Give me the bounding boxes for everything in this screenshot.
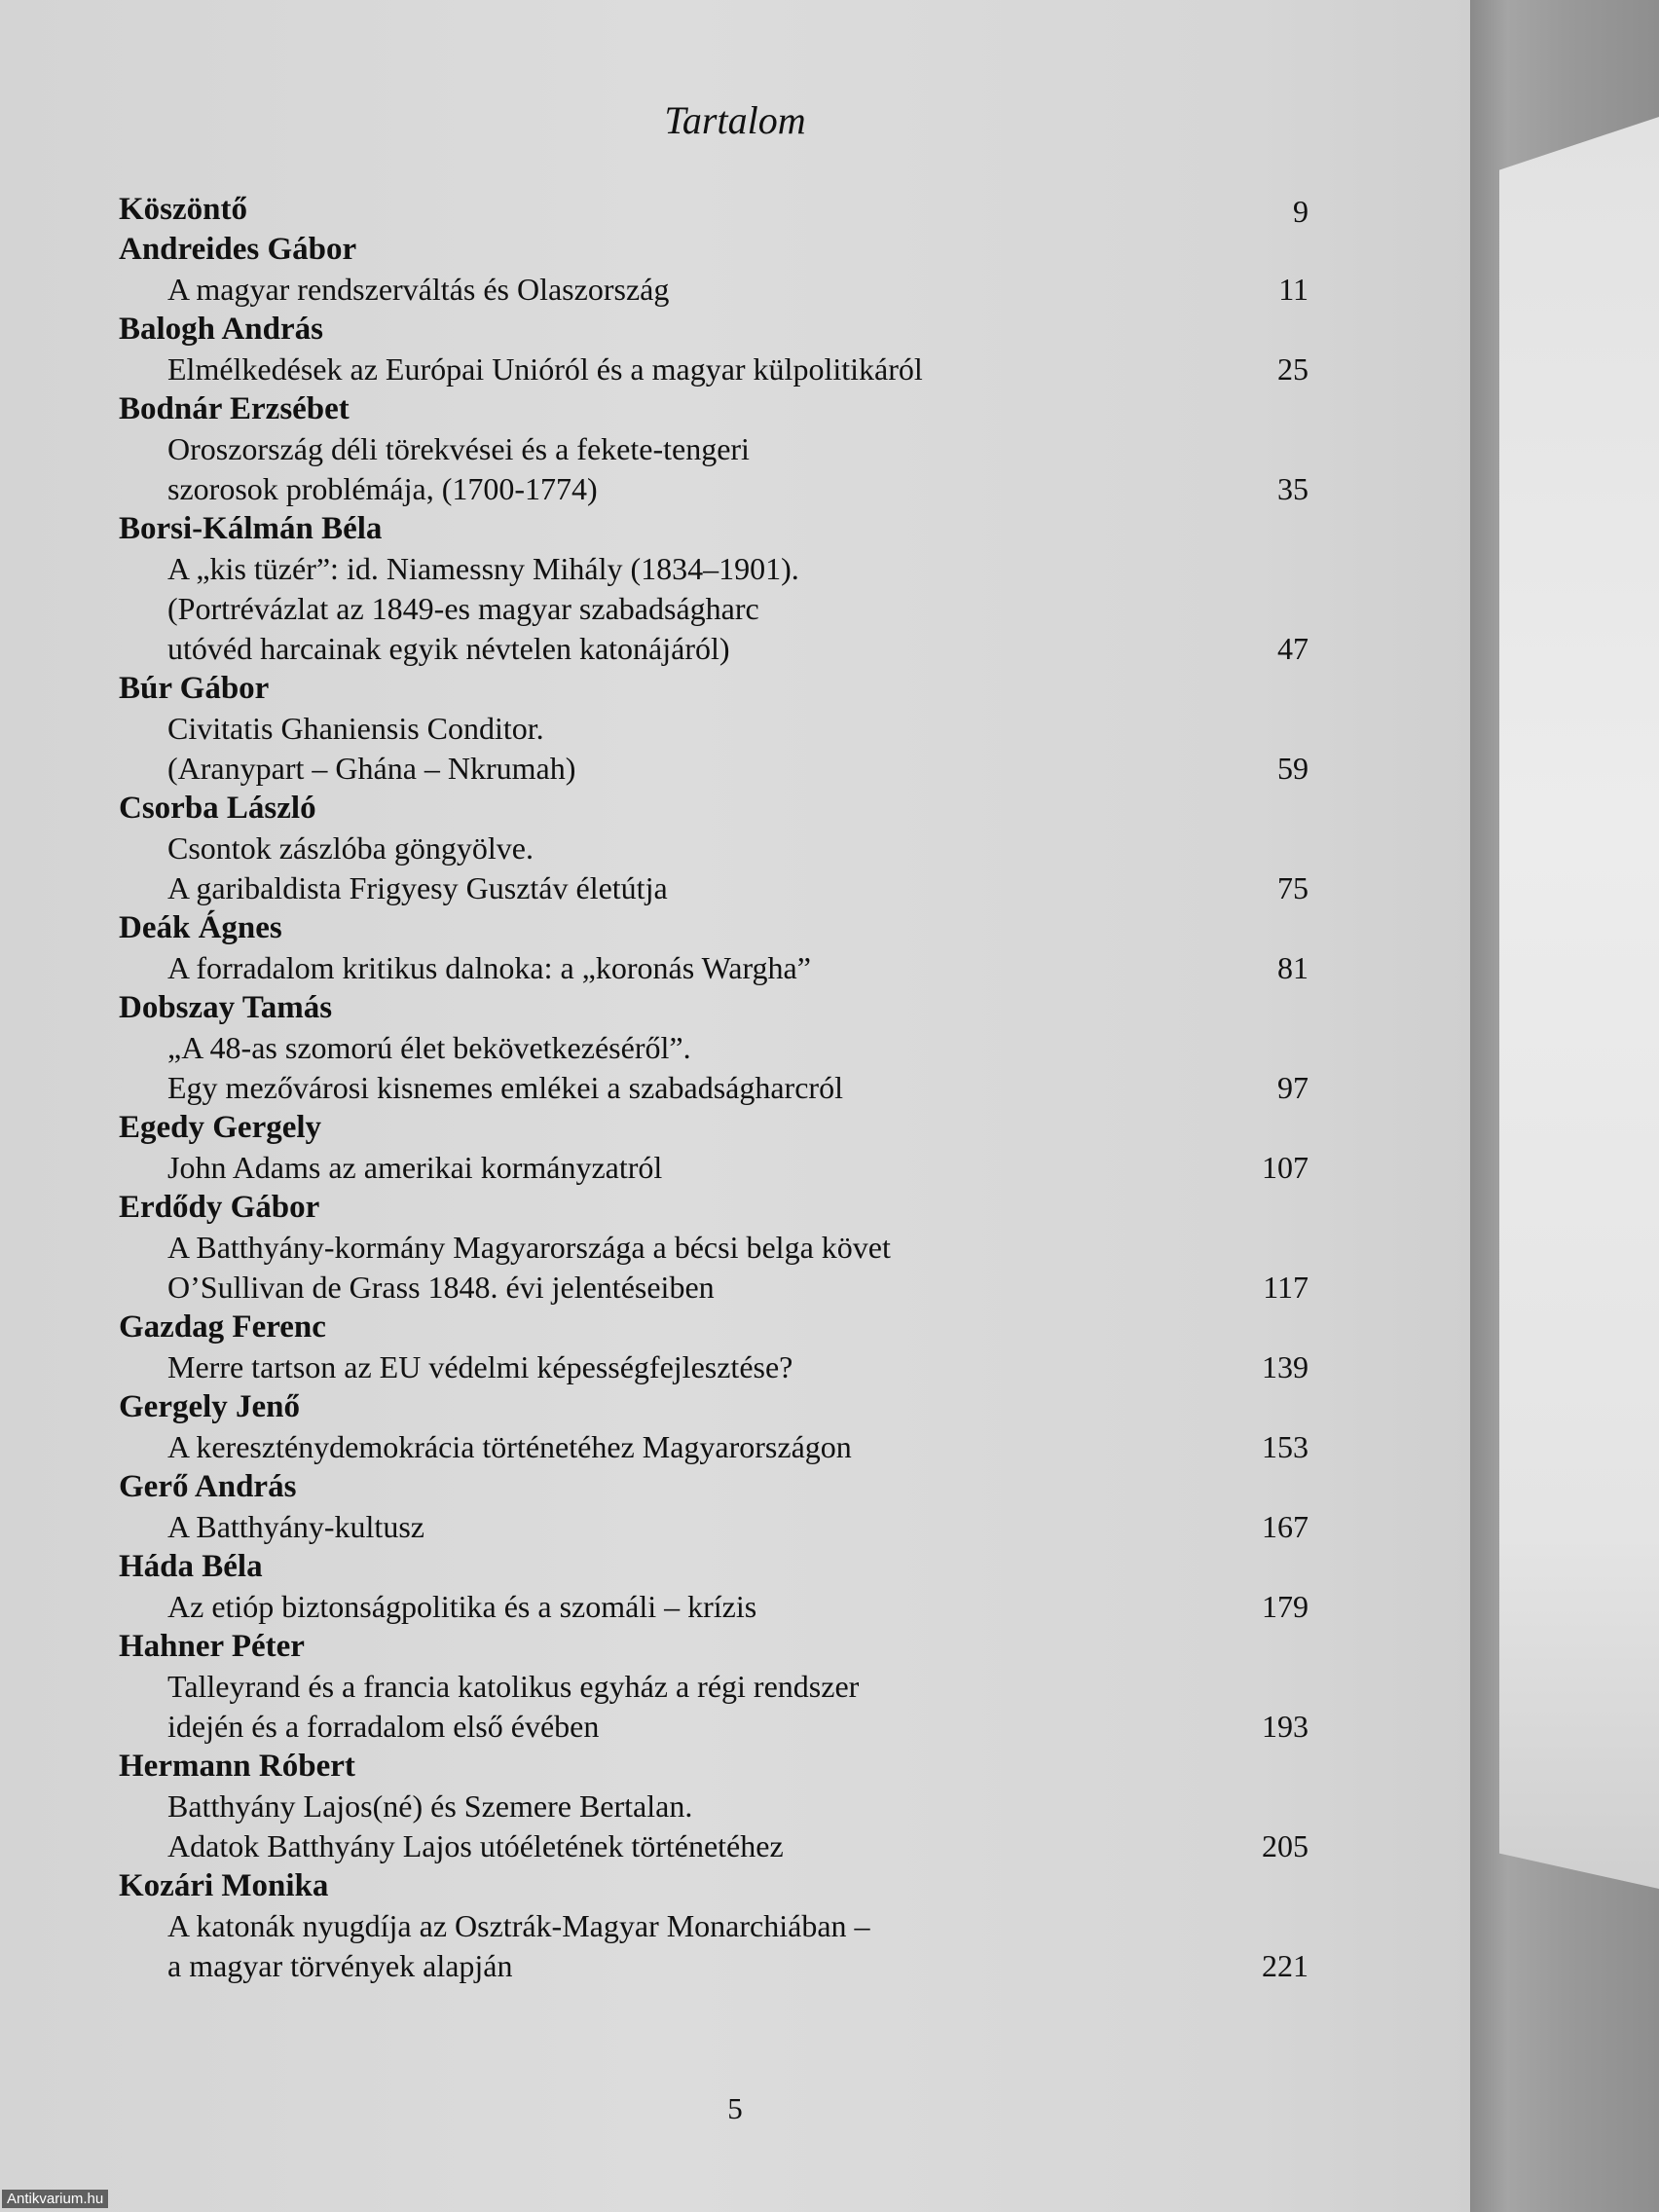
entry-title [119,350,1309,389]
entry-author: Búr Gábor [119,671,270,706]
entry-title [119,1148,1309,1188]
entry-title-line: Az etióp biztonságpolitika és a szomáli – krízis [167,1589,757,1624]
entry-author: Hermann Róbert [119,1749,355,1784]
watermark: Antikvarium.hu [2,2190,108,2208]
toc-entry [119,509,1309,669]
entry-author: Dobszay Tamás [119,990,333,1025]
entry-title-line: Oroszország déli törekvései és a fekete-tengeri [167,431,750,466]
entry-title-line: A „kis tüzér”: id. Niamessny Mihály (1834–1901). [167,551,799,586]
entry-page-number: 139 [1262,1349,1309,1384]
toc-entry [119,190,1309,230]
entry-page-number: 9 [1293,194,1309,229]
entry-title-line: utóvéd harcainak egyik névtelen katonájáról) [167,631,730,666]
toc-entry [119,389,1309,509]
entry-author: Gazdag Ferenc [119,1309,326,1345]
toc-entry [119,1467,1309,1547]
entry-title [119,1906,1309,1986]
entry-title [119,1347,1309,1387]
entry-title-line: Elmélkedések az Európai Unióról és a magyar külpolitikáról [167,351,923,387]
entry-title-line: John Adams az amerikai kormányzatról [167,1150,663,1185]
entry-title [119,709,1309,789]
entry-title [119,1427,1309,1467]
entry-title [119,1787,1309,1866]
entry-title-line: A garibaldista Frigyesy Gusztáv életútja [167,870,668,905]
entry-page-number: 81 [1277,950,1309,985]
entry-title-line: a magyar törvények alapján [167,1948,513,1983]
entry-title-line: Talleyrand és a francia katolikus egyház a régi rendszer [167,1669,860,1704]
toc-entry [119,908,1309,988]
entry-title-line: A Batthyány-kormány Magyarországa a bécsi belga követ [167,1230,891,1265]
entry-author: Bodnár Erzsébet [119,391,350,426]
entry-title-line: A katonák nyugdíja az Osztrák-Magyar Monarchiában – [167,1908,870,1943]
entry-page-number: 117 [1263,1270,1309,1305]
entry-page-number: 221 [1262,1948,1309,1983]
toc-entry [119,1387,1309,1467]
entry-title [119,1028,1309,1108]
table-of-contents [119,190,1309,1986]
entry-author: Egedy Gergely [119,1110,322,1145]
page-number: 5 [727,2091,743,2125]
toc-entry [119,310,1309,389]
entry-page-number: 107 [1262,1150,1309,1185]
entry-author: Borsi-Kálmán Béla [119,511,383,546]
entry-page-number: 11 [1278,272,1309,307]
entry-page-number: 25 [1277,351,1309,387]
entry-page-number: 179 [1262,1589,1309,1624]
entry-title [119,948,1309,988]
entry-author: Erdődy Gábor [119,1190,320,1225]
entry-author: Gergely Jenő [119,1389,301,1424]
entry-title [119,1667,1309,1747]
toc-entry [119,1108,1309,1188]
entry-title [119,1228,1309,1308]
entry-author: Hahner Péter [119,1629,305,1664]
entry-page-number: 167 [1262,1509,1309,1544]
entry-title [119,1587,1309,1627]
entry-page-number: 205 [1262,1828,1309,1863]
entry-row [119,190,1309,230]
entry-page-number: 75 [1277,870,1309,905]
entry-author: Balogh András [119,312,323,347]
entry-author: Csorba László [119,791,316,826]
toc-entry [119,1627,1309,1747]
entry-title-line: Egy mezővárosi kisnemes emlékei a szabadságharcról [167,1070,843,1105]
entry-title-line: (Portrévázlat az 1849-es magyar szabadságharc [167,591,759,626]
entry-author: Andreides Gábor [119,232,357,267]
entry-title-line: A kereszténydemokrácia történetéhez Magyarországon [167,1429,852,1464]
toc-entry [119,669,1309,789]
entry-title-line: Csontok zászlóba göngyölve. [167,830,534,866]
toc-entry [119,988,1309,1108]
toc-entry [119,789,1309,908]
toc-entry [119,230,1309,310]
entry-title-line: Civitatis Ghaniensis Conditor. [167,711,544,746]
entry-author: Kozári Monika [119,1868,329,1903]
entry-title-line: Adatok Batthyány Lajos utóéletének történetéhez [167,1828,784,1863]
toc-entry [119,1747,1309,1866]
entry-page-number: 153 [1262,1429,1309,1464]
toc-entry [119,1308,1309,1387]
facing-page-edge [1499,117,1659,1889]
page-title: Tartalom [664,98,806,142]
entry-title-line: Merre tartson az EU védelmi képességfejlesztése? [167,1349,793,1384]
entry-title [119,1507,1309,1547]
entry-author: Köszöntő [119,192,247,227]
entry-title [119,270,1309,310]
entry-page-number: 193 [1262,1709,1309,1744]
entry-title [119,549,1309,669]
entry-title-line: A forradalom kritikus dalnoka: a „koronás Wargha” [167,950,811,985]
entry-author: Gerő András [119,1469,297,1504]
entry-title [119,829,1309,908]
entry-title-line: idején és a forradalom első évében [167,1709,600,1744]
entry-page-number: 59 [1277,751,1309,786]
entry-page-number: 35 [1277,471,1309,506]
entry-author: Háda Béla [119,1549,263,1584]
entry-author: Deák Ágnes [119,910,282,945]
entry-title-line: Batthyány Lajos(né) és Szemere Bertalan. [167,1788,693,1824]
entry-title-line: „A 48-as szomorú élet bekövetkezéséről”. [167,1030,691,1065]
entry-title-line: A Batthyány-kultusz [167,1509,424,1544]
entry-title-line: A magyar rendszerváltás és Olaszország [167,272,670,307]
entry-title-line: O’Sullivan de Grass 1848. évi jelentéseiben [167,1270,715,1305]
entry-page-number: 97 [1277,1070,1309,1105]
toc-entry [119,1866,1309,1986]
entry-title [119,429,1309,509]
toc-entry [119,1188,1309,1308]
entry-title-line: szorosok problémája, (1700-1774) [167,471,598,506]
toc-entry [119,1547,1309,1627]
entry-title-line: (Aranypart – Ghána – Nkrumah) [167,751,576,786]
entry-page-number: 47 [1277,631,1309,666]
